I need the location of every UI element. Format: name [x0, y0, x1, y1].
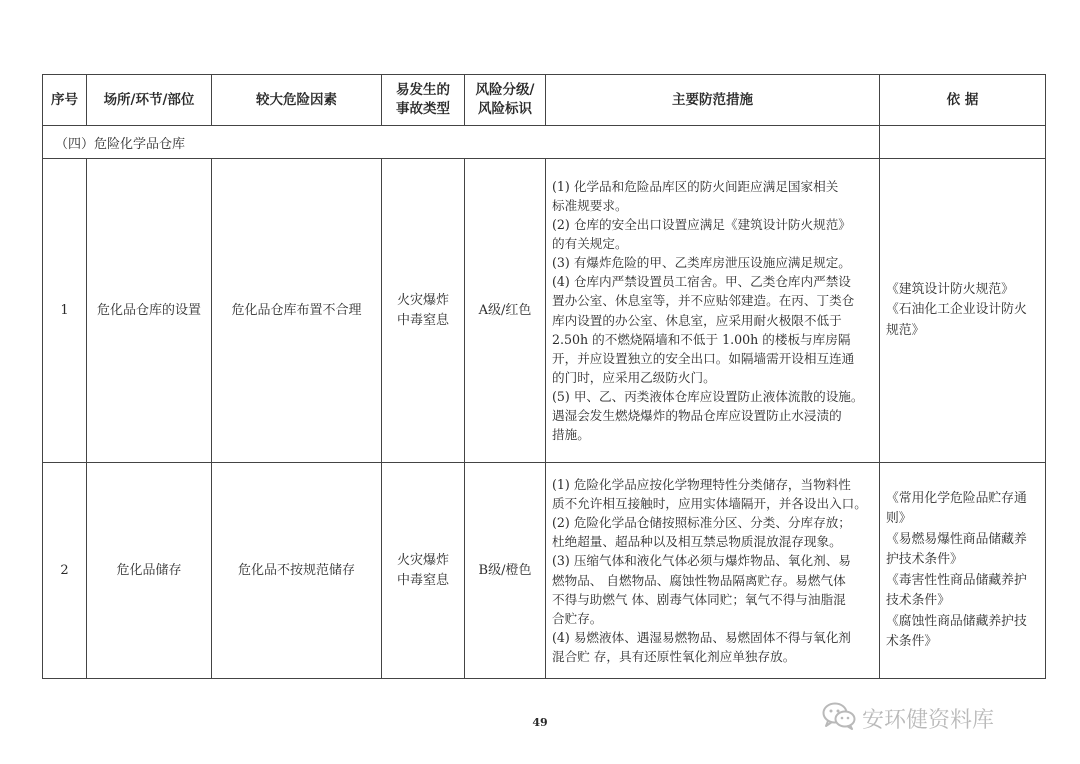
basis-line: 《易燃易爆性商品储藏养 — [886, 531, 1027, 547]
row-hazard: 危化品不按规范储存 — [212, 463, 382, 679]
row-basis — [880, 159, 1046, 463]
measure-line: 合贮存。 — [552, 610, 603, 626]
measure-line: (2) 危险化学品仓储按照标准分区、分类、分库存放； — [552, 515, 851, 531]
measure-line: 开，并应设置独立的安全出口。如隔墙需开设相互连通 — [552, 350, 855, 366]
row-measures — [546, 463, 880, 679]
watermark-text: 安环健资料库 — [862, 707, 995, 733]
measure-line: 的有关规定。 — [552, 236, 628, 252]
row-number: 1 — [43, 159, 87, 463]
measure-line: 置办公室、休息室等，并不应贴邻建造。在丙、丁类仓 — [552, 293, 855, 309]
header-cell: 序号 — [43, 75, 87, 126]
measure-line: (2) 仓库的安全出口设置应满足《建筑设计防火规范》 — [552, 217, 851, 233]
header-cell: 场所/环节/部位 — [87, 75, 212, 126]
row-risk-level: A级/红色 — [465, 159, 546, 463]
basis-line: 《常用化学危险品贮存通 — [886, 490, 1027, 506]
measure-line: 遇湿会发生燃烧爆炸的物品仓库应设置防止水浸渍的 — [552, 407, 842, 423]
measure-line: (4) 仓库内严禁设置员工宿舍。甲、乙类仓库内严禁设 — [552, 274, 851, 290]
page-number: 49 — [532, 716, 548, 729]
table-header-row — [43, 75, 1046, 126]
measure-line: 燃物品、 自燃物品、腐蚀性物品隔离贮存。易燃气体 — [552, 572, 846, 588]
header-cell: 较大危险因素 — [212, 75, 382, 126]
header-cell: 易发生的 事故类型 — [382, 75, 465, 126]
header-cell: 主要防范措施 — [546, 75, 880, 126]
section-empty-cell — [880, 126, 1046, 159]
measure-line: 混合贮 存，具有还原性氧化剂应单独存放。 — [552, 648, 796, 664]
basis-line: 护技术条件》 — [886, 552, 963, 567]
table-row — [43, 159, 1046, 463]
measure-line: 措施。 — [552, 427, 590, 443]
wechat-icon — [822, 702, 856, 734]
basis-line: 《石油化工企业设计防火 — [886, 302, 1027, 318]
basis-line: 《腐蚀性商品储藏养护技 — [886, 613, 1027, 629]
header-cell: 依 据 — [880, 75, 1046, 126]
measure-line: 库内设置的办公室、休息室，应采用耐火极限不低于 — [552, 312, 842, 328]
measure-line: (1) 危险化学品应按化学物理特性分类储存，当物料性 — [552, 477, 851, 493]
basis-line: 规范》 — [886, 322, 925, 338]
table-row — [43, 463, 1046, 679]
section-title: （四）危险化学品仓库 — [43, 126, 880, 159]
row-basis — [880, 463, 1046, 679]
row-hazard: 危化品仓库布置不合理 — [212, 159, 382, 463]
basis-line: 则》 — [886, 511, 912, 526]
basis-line: 《毒害性性商品储藏养护 — [886, 572, 1027, 588]
measure-line: (4) 易燃液体、遇湿易燃物品、易燃固体不得与氧化剂 — [552, 629, 851, 645]
watermark — [822, 700, 994, 736]
measure-line: 标准规要求。 — [552, 197, 628, 213]
basis-line: 术条件》 — [886, 634, 938, 649]
measure-line: (3) 压缩气体和液化气体必须与爆炸物品、氧化剂、易 — [552, 553, 851, 569]
row-location: 危化品储存 — [87, 463, 212, 679]
section-row — [43, 126, 1046, 159]
measure-line: 质不允许相互接触时，应用实体墙隔开，并各设出入口。 — [552, 496, 867, 512]
measure-line: 杜绝超量、超品种以及相互禁忌物质混放混存现象。 — [552, 534, 842, 550]
measure-line: (5) 甲、乙、丙类液体仓库应设置防止液体流散的设施。 — [552, 388, 864, 404]
measure-line: 2.50h 的不燃烧隔墙和不低于 1.00h 的楼板与库房隔 — [552, 331, 851, 347]
basis-line: 技术条件》 — [886, 593, 950, 608]
measure-line: 的门时，应采用乙级防火门。 — [552, 369, 716, 385]
row-location: 危化品仓库的设置 — [87, 159, 212, 463]
row-accident-type: 火灾爆炸 中毒窒息 — [382, 463, 465, 679]
row-risk-level: B级/橙色 — [465, 463, 546, 679]
basis-line: 《建筑设计防火规范》 — [886, 281, 1014, 297]
risk-table — [42, 74, 1046, 679]
row-number: 2 — [43, 463, 87, 679]
row-accident-type: 火灾爆炸 中毒窒息 — [382, 159, 465, 463]
measure-line: (3) 有爆炸危险的甲、乙类库房泄压设施应满足规定。 — [552, 255, 851, 271]
header-cell: 风险分级/ 风险标识 — [465, 75, 546, 126]
row-measures — [546, 159, 880, 463]
measure-line: (1) 化学品和危险品库区的防火间距应满足国家相关 — [552, 178, 839, 194]
measure-line: 不得与助燃气 体、剧毒气体同贮；氧气不得与油脂混 — [552, 591, 846, 607]
